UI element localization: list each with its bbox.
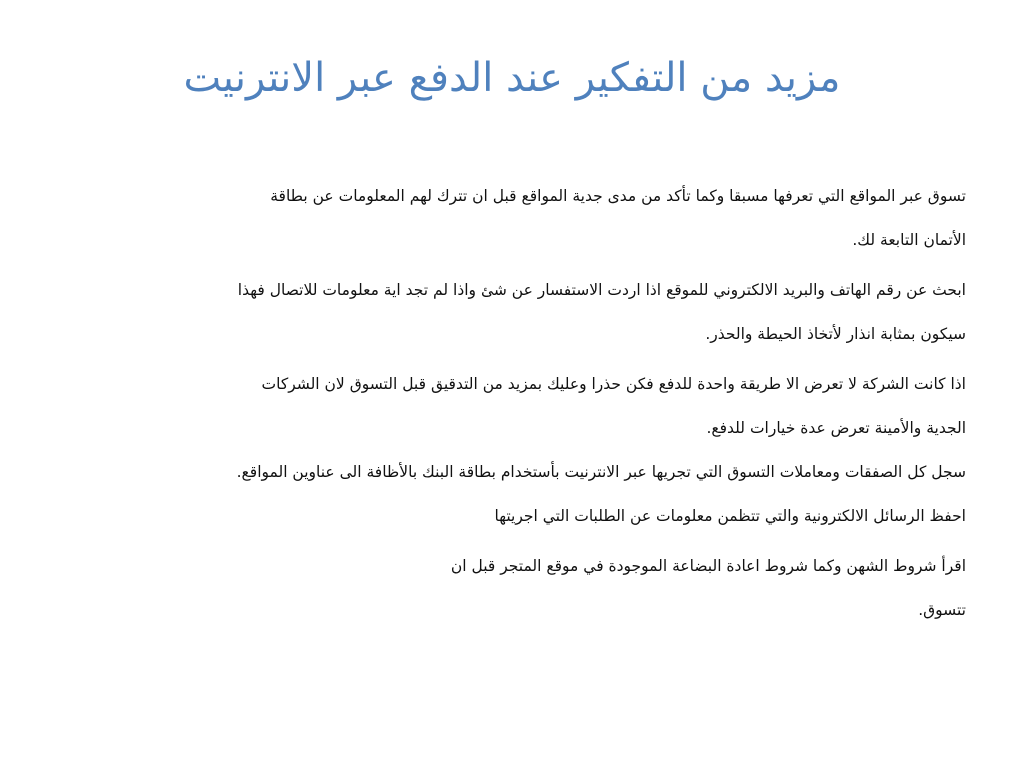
paragraph-payment-options (70, 364, 966, 452)
slide-body (70, 176, 966, 634)
text-line: سجل كل الصفقات ومعاملات التسوق التي تجريها عبر الانترنيت بأستخدام بطاقة البنك بالأظافة الى عناوين المواقع. (236, 463, 966, 481)
text-line: سيكون بمثابة انذار لأتخاذ الحيطة والحذر. (705, 325, 966, 343)
text-line: الجدية والأمينة تعرض عدة خيارات للدفع. (706, 419, 966, 437)
slide-title: مزيد من التفكير عند الدفع عبر الانترنيت (183, 55, 841, 101)
text-line: اذا كانت الشركة لا تعرض الا طريقة واحدة للدفع فكن حذرا وعليك بمزيد من التدقيق قبل التسوق لان الشركات (261, 375, 966, 393)
text-line: تسوق عبر المواقع التي تعرفها مسبقا وكما تأكد من مدى جدية المواقع قبل ان تترك لهم المعلومات عن بطاقة (270, 187, 966, 205)
paragraph-shipping-terms (70, 546, 966, 634)
paragraph-record-transactions (70, 452, 966, 540)
paragraph-contact-info (70, 270, 966, 358)
text-line: اقرأ شروط الشهن وكما شروط اعادة البضاعة الموجودة في موقع المتجر قبل ان (450, 557, 966, 575)
text-line: تتسوق. (918, 601, 966, 619)
text-line: احفظ الرسائل الالكترونية والتي تتظمن معلومات عن الطلبات التي اجريتها (494, 507, 966, 525)
text-line: الأتمان التابعة لك. (852, 231, 966, 249)
paragraph-verify-site (70, 176, 966, 264)
text-line: ابحث عن رقم الهاتف والبريد الالكتروني للموقع اذا اردت الاستفسار عن شئ واذا لم تجد اية معلومات للاتصال فهذا (237, 281, 966, 299)
